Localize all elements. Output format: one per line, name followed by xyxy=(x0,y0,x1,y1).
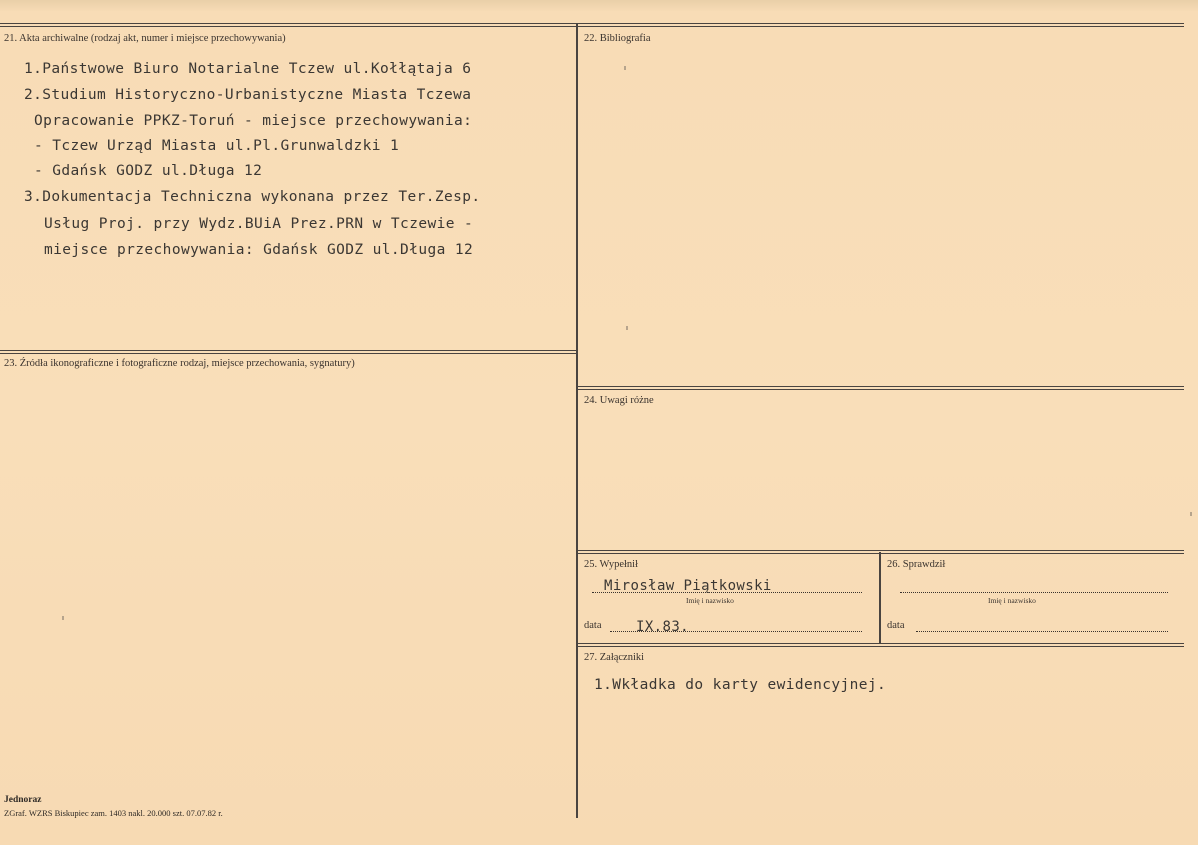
archive-line-3: Opracowanie PPKZ-Toruń - miejsce przechowywania: xyxy=(34,113,473,129)
filled-by-date-label: data xyxy=(584,620,602,631)
section-23-label: 23. Źródła ikonograficzne i fotograficzne rodzaj, miejsce przechowania, sygnatury) xyxy=(4,358,355,369)
section-26-label: 26. Sprawdził xyxy=(887,559,946,570)
section-25-label: 25. Wypełnił xyxy=(584,559,639,570)
filled-by-date: IX.83. xyxy=(636,619,689,635)
top-border-line xyxy=(0,23,1184,27)
archive-line-5: - Gdańsk GODZ ul.Długa 12 xyxy=(34,163,263,179)
center-divider xyxy=(576,23,578,818)
paper-speck xyxy=(624,66,626,70)
archive-line-2: 2.Studium Historyczno-Urbanistyczne Miasta Tczewa xyxy=(24,87,472,103)
checked-by-date-label: data xyxy=(887,620,905,631)
attachment-line-1: 1.Wkładka do karty ewidencyjnej. xyxy=(594,677,887,693)
filled-by-name-caption: Imię i nazwisko xyxy=(686,596,734,605)
section-27-label: 27. Załączniki xyxy=(584,652,645,663)
archive-line-1: 1.Państwowe Biuro Notarialne Tczew ul.Kołłątaja 6 xyxy=(24,61,472,77)
divider-25-27 xyxy=(577,643,1184,647)
paper-speck xyxy=(62,616,64,620)
filled-by-name-line xyxy=(592,592,862,593)
checked-by-name-line xyxy=(900,592,1168,593)
section-21-label: 21. Akta archiwalne (rodzaj akt, numer i miejsce przechowywania) xyxy=(4,33,286,44)
filled-by-date-line xyxy=(610,631,862,632)
footer-title: Jednoraz xyxy=(4,795,42,805)
divider-25-26 xyxy=(879,552,881,644)
divider-21-23 xyxy=(0,350,576,354)
card-top-edge xyxy=(0,0,1198,12)
footer-imprint: ZGraf. WZRS Biskupiec zam. 1403 nakl. 20.000 szt. 07.07.82 r. xyxy=(4,808,223,818)
section-22-label: 22. Bibliografia xyxy=(584,33,651,44)
checked-by-name-caption: Imię i nazwisko xyxy=(988,596,1036,605)
paper-speck xyxy=(1190,512,1192,516)
archive-line-4: - Tczew Urząd Miasta ul.Pl.Grunwaldzki 1 xyxy=(34,138,400,154)
paper-speck xyxy=(626,326,628,330)
divider-22-24 xyxy=(577,386,1184,390)
archive-line-7: Usług Proj. przy Wydz.BUiA Prez.PRN w Tczewie - xyxy=(44,216,474,232)
checked-by-date-line xyxy=(916,631,1168,632)
archive-line-6: 3.Dokumentacja Techniczna wykonana przez Ter.Zesp. xyxy=(24,189,481,205)
filled-by-name: Mirosław Piątkowski xyxy=(604,578,772,594)
section-24-label: 24. Uwagi różne xyxy=(584,395,654,406)
archive-line-8: miejsce przechowywania: Gdańsk GODZ ul.Długa 12 xyxy=(44,242,474,258)
